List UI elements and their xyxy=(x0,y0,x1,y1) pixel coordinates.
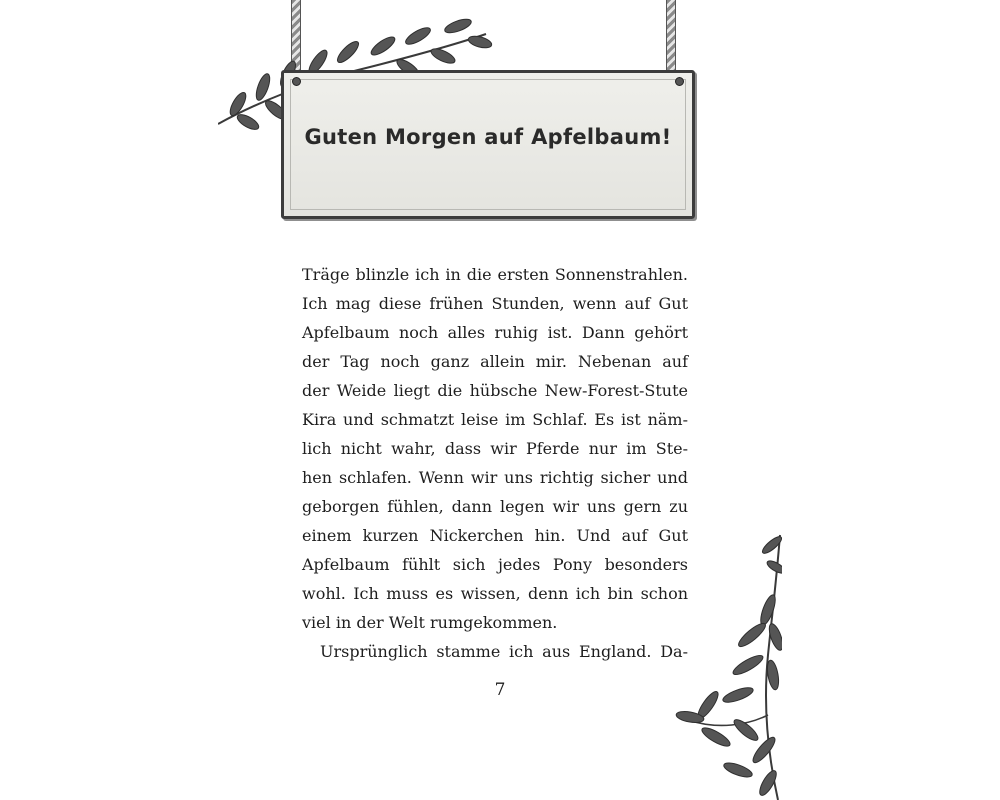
nail-icon xyxy=(292,77,301,86)
text-line: Träge blinzle ich in die ersten Sonnenstrahlen. xyxy=(302,265,688,284)
text-line: Ich mag diese frühen Stunden, wenn auf Gut xyxy=(302,294,688,313)
text-line: hen schlafen. Wenn wir uns richtig sicher und xyxy=(302,468,688,487)
text-line: Kira und schmatzt leise im Schlaf. Es ist näm- xyxy=(302,410,688,429)
text-line: der Weide liegt die hübsche New-Forest-Stute xyxy=(302,381,688,400)
text-line: einem kurzen Nickerchen hin. Und auf Gut xyxy=(302,526,688,545)
nail-icon xyxy=(675,77,684,86)
hanging-sign xyxy=(281,70,695,219)
leafy-branch-icon xyxy=(668,525,782,800)
text-line: Apfelbaum noch alles ruhig ist. Dann gehört xyxy=(302,323,688,342)
text-line: Ursprünglich stamme ich aus England. Da- xyxy=(320,642,688,661)
body-text xyxy=(302,260,688,666)
chapter-title: Guten Morgen auf Apfelbaum! xyxy=(304,125,672,149)
text-line: geborgen fühlen, dann legen wir uns gern zu xyxy=(302,497,688,516)
book-page xyxy=(218,0,782,800)
page-number: 7 xyxy=(494,680,506,700)
text-line: der Tag noch ganz allein mir. Nebenan auf xyxy=(302,352,688,371)
text-line: viel in der Welt rumgekommen. xyxy=(302,613,558,632)
hanging-rope-right xyxy=(666,0,676,72)
text-line: lich nicht wahr, dass wir Pferde nur im Ste- xyxy=(302,439,688,458)
text-line: wohl. Ich muss es wissen, denn ich bin schon xyxy=(302,584,688,603)
text-line: Apfelbaum fühlt sich jedes Pony besonders xyxy=(302,555,688,574)
